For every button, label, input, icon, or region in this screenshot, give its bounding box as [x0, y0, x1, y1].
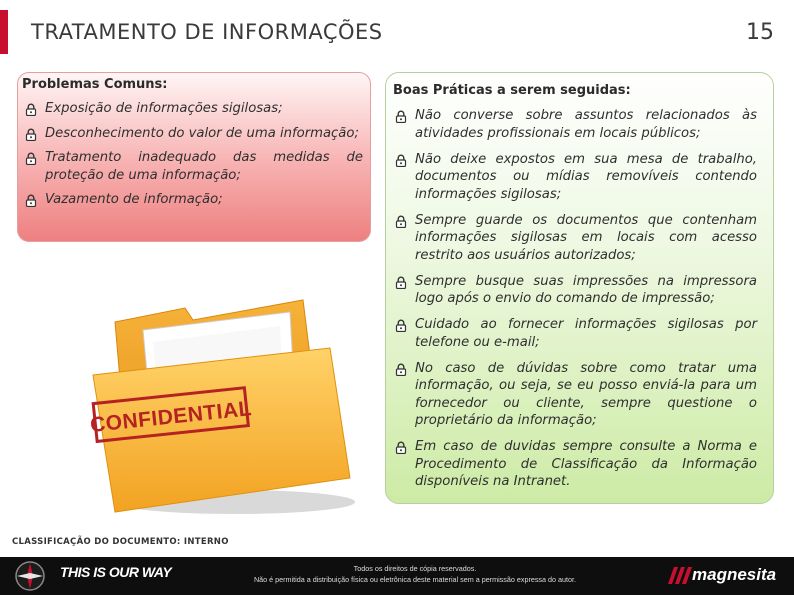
title-accent-bar: [0, 10, 8, 54]
list-item-text: Não converse sobre assuntos relacionados às atividades profissionais em locais públicos;: [415, 108, 757, 141]
page-number: 15: [746, 20, 774, 45]
list-item-text: Em caso de duvidas sempre consulte a Norma e Procedimento de Classificação da Informação disponíveis na Intranet.: [415, 439, 757, 489]
lock-icon: [25, 103, 37, 116]
copyright-line-1: Todos os direitos de cópia reservados.: [353, 564, 477, 573]
best-practices-list: [395, 107, 757, 499]
lock-icon: [395, 215, 407, 228]
list-item: [395, 273, 757, 308]
list-item-text: Cuidado ao fornecer informações sigilosas por telefone ou e-mail;: [415, 317, 757, 350]
lock-icon: [395, 110, 407, 123]
lock-icon: [395, 441, 407, 454]
slide-title: TRATAMENTO DE INFORMAÇÕES: [31, 20, 383, 44]
list-item: [25, 100, 363, 118]
list-item-text: Sempre busque suas impressões na impressora logo após o envio do comando de impressão;: [415, 273, 757, 306]
list-item-text: Vazamento de informação;: [45, 192, 223, 207]
list-item: [25, 149, 363, 184]
problems-heading: Problemas Comuns:: [22, 77, 168, 92]
list-item-text: Desconhecimento do valor de uma informação;: [45, 125, 359, 141]
copyright-line-2: Não é permitida a distribuição física ou eletrônica deste material sem a permissão expressa do autor.: [253, 575, 576, 584]
best-practices-heading: Boas Práticas a serem seguidas:: [393, 83, 631, 98]
lock-icon: [395, 154, 407, 167]
list-item-text: Exposição de informações sigilosas;: [45, 101, 283, 116]
list-item: [395, 316, 757, 351]
list-item: [395, 360, 757, 430]
list-item-text: Tratamento inadequado das medidas de proteção de uma informação;: [45, 150, 363, 183]
magnesita-logo-icon: [666, 565, 692, 585]
list-item: [395, 151, 757, 204]
footer-slogan: THIS IS OUR WAY: [60, 564, 172, 580]
list-item: [25, 125, 363, 143]
confidential-stamp: CONFIDENTIAL: [89, 397, 253, 437]
list-item-text: No caso de dúvidas sobre como tratar uma informação, ou seja, se eu posso enviá-la para um fornecedor ou cliente, sempre questione o proprietário da informação;: [415, 360, 757, 428]
confidential-folder-image: [85, 280, 360, 520]
lock-icon: [25, 152, 37, 165]
document-classification: CLASSIFICAÇÃO DO DOCUMENTO: INTERNO: [12, 537, 229, 547]
problems-list: [25, 100, 363, 216]
lock-icon: [395, 319, 407, 332]
magnesita-logo-text: magnesita: [692, 565, 777, 584]
footer-bar: [0, 557, 794, 595]
lock-icon: [395, 363, 407, 376]
list-item-text: Não deixe expostos em sua mesa de trabalho, documentos ou mídias removíveis contendo informações sigilosas;: [415, 151, 757, 202]
lock-icon: [395, 276, 407, 289]
lock-icon: [25, 128, 37, 141]
copyright-notice: [200, 563, 630, 585]
list-item: [395, 438, 757, 491]
compass-emblem-icon: [12, 560, 48, 592]
list-item-text: Sempre guarde os documentos que contenham informações sigilosas em locais com acesso restrito aos usuários autorizados;: [415, 212, 757, 263]
list-item: [25, 191, 363, 209]
list-item: [395, 212, 757, 265]
list-item: [395, 107, 757, 142]
lock-icon: [25, 194, 37, 207]
